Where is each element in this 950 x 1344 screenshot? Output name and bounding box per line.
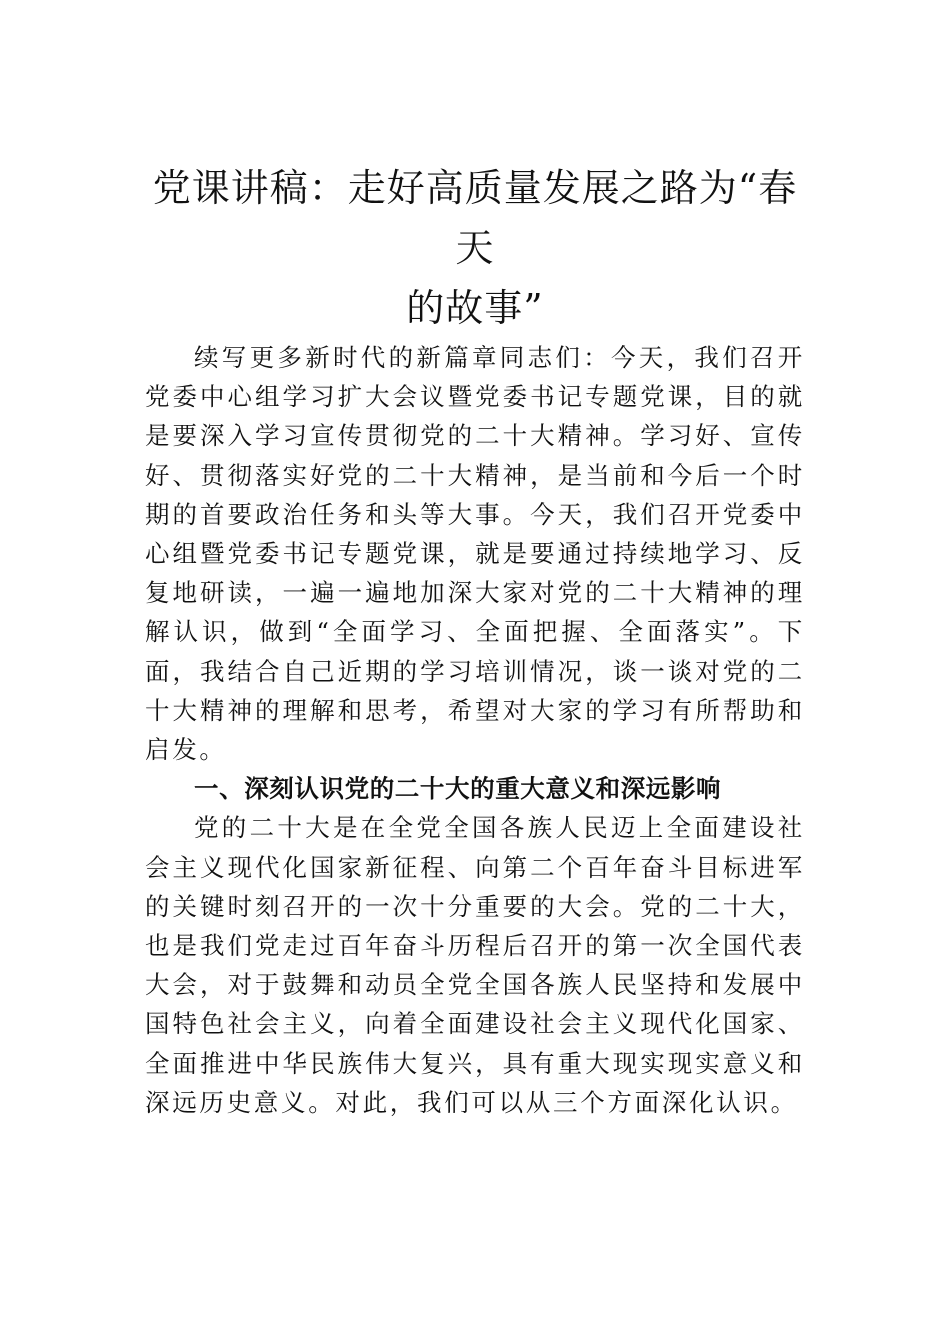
title-line-2: 的故事” xyxy=(406,286,544,330)
paragraph-section-1: 党的二十大是在全党全国各族人民迈上全面建设社会主义现代化国家新征程、向第二个百年奋斗目标进军的关键时刻召开的一次十分重要的大会。党的二十大，也是我们党走过百年奋斗历程后召开的第一次全国代表大会，对于鼓舞和动员全党全国各族人民坚持和发展中国特色社会主义，向着全面建设社会主义现代化国家、全面推进中华民族伟大复兴，具有重大现实现实意义和深远历史意义。对此，我们可以从三个方面深化认识。 xyxy=(145,813,805,1117)
paragraph-intro: 续写更多新时代的新篇章同志们：今天，我们召开党委中心组学习扩大会议暨党委书记专题党课，目的就是要深入学习宣传贯彻党的二十大精神。学习好、宣传好、贯彻落实好党的二十大精神，是当前和今后一个时期的首要政治任务和头等大事。今天，我们召开党委中心组暨党委书记专题党课，就是要通过持续地学习、反复地研读，一遍一遍地加深大家对党的二十大精神的理解认识，做到“全面学习、全面把握、全面落实”。下面，我结合自己近期的学习培训情况，谈一谈对党的二十大精神的理解和思考，希望对大家的学习有所帮助和启发。 xyxy=(145,343,805,765)
document-body xyxy=(145,338,805,1122)
section-heading-1: 一、深刻认识党的二十大的重大意义和深远影响 xyxy=(194,774,722,804)
title-line-1: 党课讲稿：走好高质量发展之路为“春天 xyxy=(152,166,798,270)
document-title xyxy=(145,158,805,338)
